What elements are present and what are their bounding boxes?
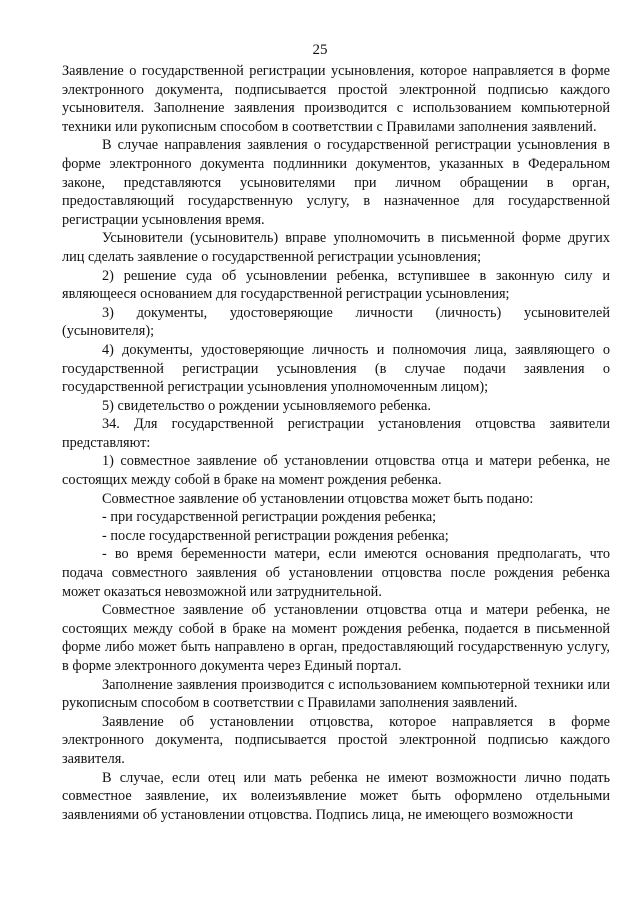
paragraph: Совместное заявление об установлении отцовства может быть подано: <box>102 490 534 507</box>
paragraph: В случае, если отец или мать ребенка не имеют возможности лично подать совместное заявление, их волеизъявление может быть оформлено отдельными заявлениями об установлении отцовства. Подпись лица, не имеющего возможности <box>62 769 610 823</box>
paragraph: Заявление об установлении отцовства, которое направляется в форме электронного документа, подписывается простой электронной подписью каждого заявителя. <box>62 713 610 767</box>
list-item: - после государственной регистрации рождения ребенка; <box>102 527 449 544</box>
paragraph: Заявление о государственной регистрации усыновления, которое направляется в форме электронного документа, подписывается простой электронной подписью каждого усыновителя. Заполнение заявления производится с использованием компьютерной техники или рукописным способом в соответствии с Правилами заполнения заявлений. <box>62 63 610 135</box>
page-number: 25 <box>312 42 328 58</box>
paragraph: Заполнение заявления производится с использованием компьютерной техники или рукописным способом в соответствии с Правилами заполнения заявлений. <box>62 676 610 712</box>
list-item: 2) решение суда об усыновлении ребенка, вступившее в законную силу и являющееся основанием для государственной регистрации усыновления; <box>62 267 610 303</box>
list-item: 1) совместное заявление об установлении отцовства отца и матери ребенка, не состоящих между собой в браке на момент рождения ребенка. <box>62 453 610 489</box>
list-item: 3) документы, удостоверяющие личности (личность) усыновителей (усыновителя); <box>62 304 610 340</box>
page-body <box>62 62 610 824</box>
list-item: 5) свидетельство о рождении усыновляемого ребенка. <box>102 397 431 414</box>
paragraph: В случае направления заявления о государственной регистрации усыновления в форме электронного документа подлинники документов, указанных в Федеральном законе, представляются усыновителями при личном обращении в орган, предоставляющий государственную услугу, в назначенное для государственной регистрации усыновления время. <box>62 137 610 228</box>
paragraph: 34. Для государственной регистрации установления отцовства заявители представляют: <box>62 416 610 451</box>
list-item: 4) документы, удостоверяющие личность и полномочия лица, заявляющего о государственной регистрации усыновления (в случае подачи заявления о государственной регистрации усыновления уполномоченным лицом); <box>62 341 610 396</box>
paragraph: Совместное заявление об установлении отцовства отца и матери ребенка, не состоящих между собой в браке на момент рождения ребенка, подается в письменной форме либо может быть направлено в орган, предоставляющий государственную услугу, в форме электронного документа через Единый портал. <box>62 602 610 674</box>
list-item: - при государственной регистрации рождения ребенка; <box>102 509 437 526</box>
list-item: - во время беременности матери, если имеются основания предполагать, что подача совместного заявления об установлении отцовства после рождения ребенка может оказаться невозможной или затруднительной. <box>62 546 610 600</box>
paragraph: Усыновители (усыновитель) вправе уполномочить в письменной форме других лиц сделать заявление о государственной регистрации усыновления; <box>62 230 610 265</box>
